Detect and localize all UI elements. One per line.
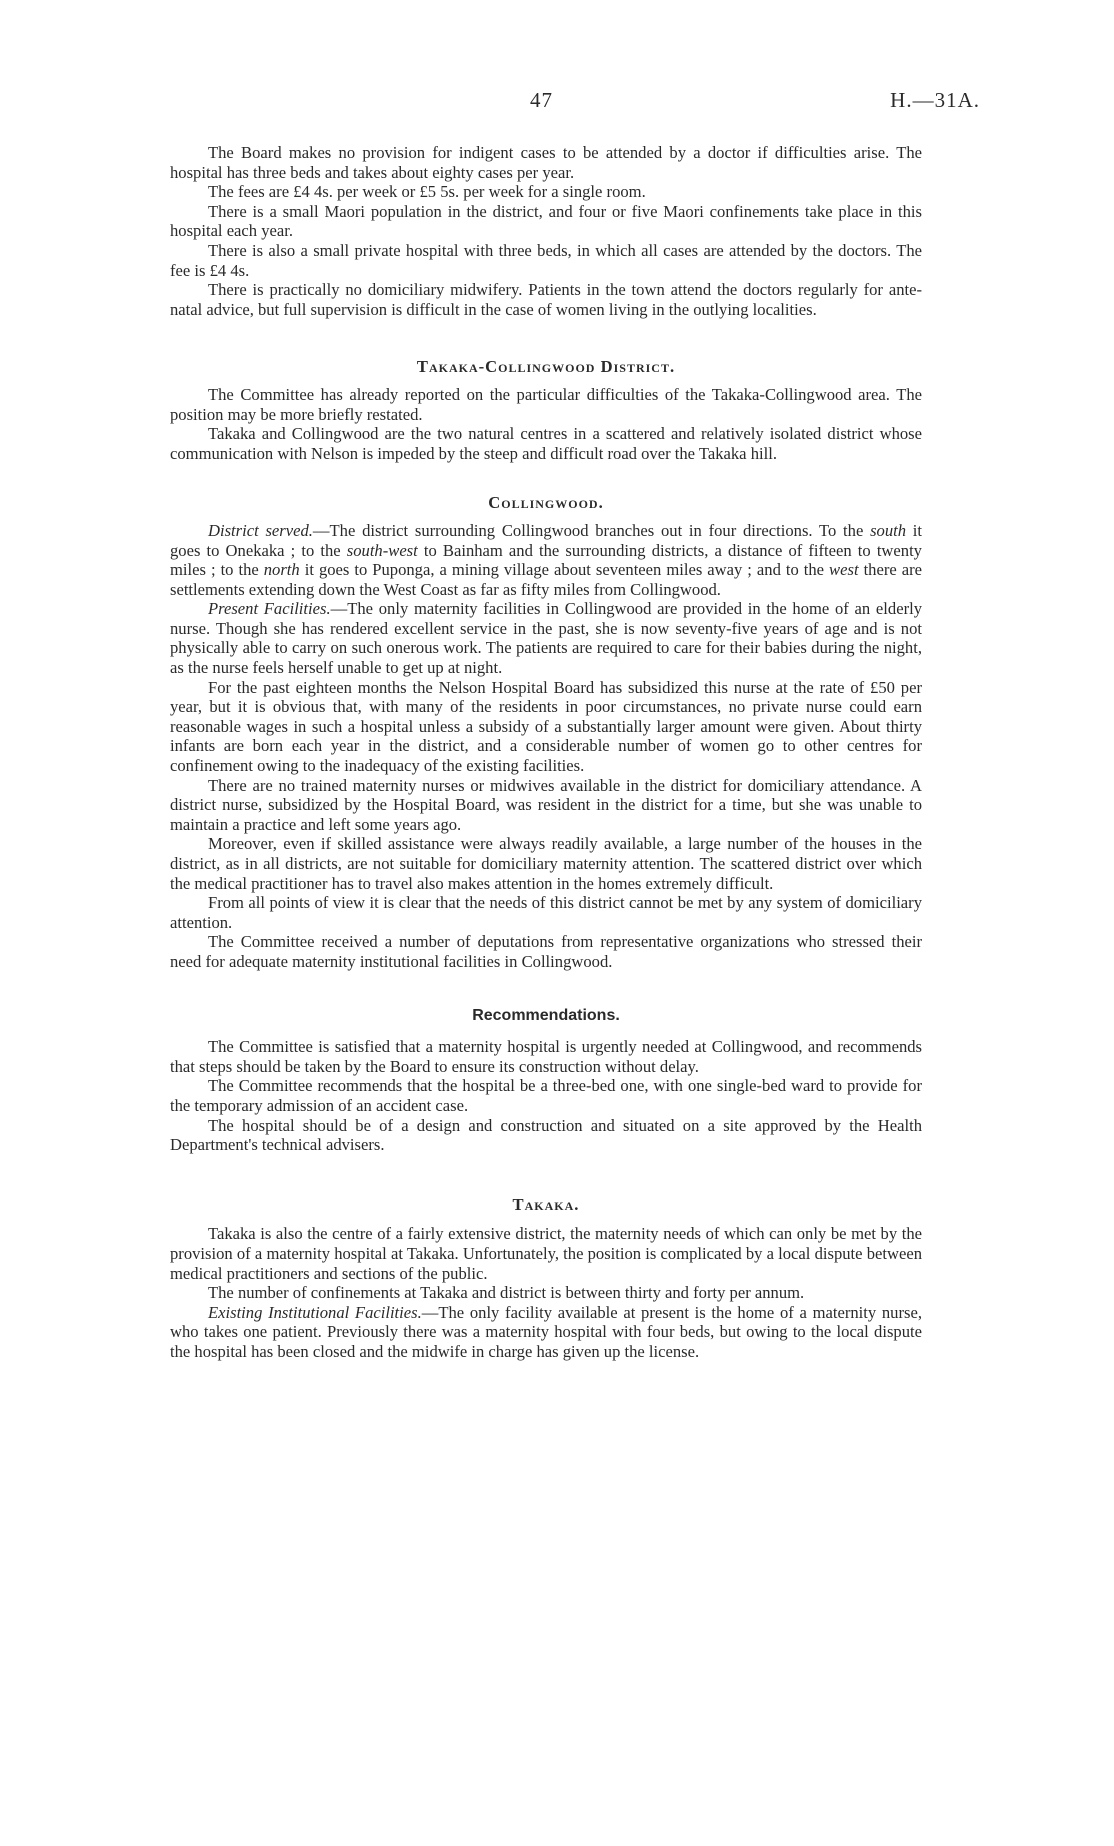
paragraph: From all points of view it is clear that the needs of this district cannot be met by any system of domiciliary attention. (170, 893, 922, 932)
paragraph-label: Existing Institutional Facilities. (208, 1302, 422, 1322)
collingwood-section (170, 493, 922, 971)
recommendations-section (170, 1006, 922, 1155)
takaka-collingwood-section (170, 357, 922, 463)
recommendations-heading: Recommendations. (472, 1006, 620, 1024)
paragraph: The Committee recommends that the hospital be a three-bed one, with one single-bed ward to provide for the temporary admission of an accident case. (170, 1076, 922, 1115)
paragraph: There is a small Maori population in the district, and four or five Maori confinements take place in this hospital each year. (170, 201, 922, 241)
district-served-paragraph: District served.—The district surrounding Collingwood branches out in four directions. To the south it goes to Onekaka ; to the south-west to Bainham and the surrounding districts, a distance of fifteen to twenty miles ; to the north it goes to Puponga, a mining village about seventeen miles away ; and to the west there are settlements extending down the West Coast as far as fifty miles from Collingwood. (170, 520, 923, 599)
existing-facilities-paragraph: Existing Institutional Facilities.—The only facility available at present is the home of a maternity nurse, who takes one patient. Previously there was a maternity hospital with four beds, but owing to the local dispute the hospital has been closed and the midwife in charge has given up the license. (170, 1302, 922, 1361)
page-number: 47 (530, 88, 553, 112)
takaka-section (170, 1195, 922, 1362)
paragraph: The Committee is satisfied that a maternity hospital is urgently needed at Collingwood, and recommends that steps should be taken by the Board to ensure its construction without delay. (170, 1037, 922, 1076)
section-heading: Takaka-Collingwood District. (416, 357, 676, 377)
paragraph: The number of confinements at Takaka and district is between thirty and forty per annum. (208, 1283, 805, 1303)
paragraph-label: District served. (208, 520, 313, 540)
paragraph: There is practically no domiciliary midwifery. Patients in the town attend the doctors regularly for ante-natal advice, but full supervision is difficult in the case of women living in the outlying localities. (170, 280, 922, 319)
paragraph: The Board makes no provision for indigent cases to be attended by a doctor if difficulties arise. The hospital has three beds and takes about eighty cases per year. (170, 143, 922, 182)
paragraph: The Committee received a number of deputations from representative organizations who stressed their need for adequate maternity institutional facilities in Collingwood. (170, 932, 922, 971)
subsection-heading: Takaka. (512, 1194, 580, 1214)
document-body (170, 143, 922, 1361)
paragraph: Takaka is also the centre of a fairly extensive district, the maternity needs of which can only be met by the provision of a maternity hospital at Takaka. Unfortunately, the position is complicated by a local dispute between medical practitioners and sections of the public. (170, 1224, 922, 1283)
paragraph: The fees are £4 4s. per week or £5 5s. per week for a single room. (208, 182, 646, 202)
paragraph: Takaka and Collingwood are the two natural centres in a scattered and relatively isolated district whose communication with Nelson is impeded by the steep and difficult road over the Takaka hill. (170, 424, 922, 463)
page-header (0, 88, 1114, 118)
paragraph: For the past eighteen months the Nelson Hospital Board has subsidized this nurse at the rate of £50 per year, but it is obvious that, with many of the residents in poor circumstances, no private nurse could earn reasonable wages in such a hospital unless a subsidy of a substantially larger amount were given. About thirty infants are born each year in the district, and a considerable number of women go to other centres for confinement owing to the inadequacy of the existing facilities. (170, 677, 922, 776)
document-reference: H.—31A. (890, 88, 980, 112)
subsection-heading: Collingwood. (488, 493, 604, 513)
paragraph: There are no trained maternity nurses or midwives available in the district for domiciliary attendance. A district nurse, subsidized by the Hospital Board, was resident in the district for a time, but she was unable to maintain a practice and left some years ago. (170, 775, 922, 834)
paragraph: There is also a small private hospital with three beds, in which all cases are attended by the doctors. The fee is £4 4s. (170, 240, 922, 280)
paragraph: The hospital should be of a design and construction and situated on a site approved by the Health Department's technical advisers. (170, 1115, 922, 1155)
paragraph: Moreover, even if skilled assistance were always readily available, a large number of the houses in the district, as in all districts, are not suitable for domiciliary maternity attention. The scattered district over which the medical practitioner has to travel also makes attention in the homes extremely difficult. (170, 834, 922, 893)
paragraph: The Committee has already reported on the particular difficulties of the Takaka-Collingwood area. The position may be more briefly restated. (170, 384, 922, 424)
present-facilities-paragraph: Present Facilities.—The only maternity facilities in Collingwood are provided in the home of an elderly nurse. Though she has rendered excellent service in the past, she is now seventy-five years of age and is not physically able to carry on such onerous work. The patients are required to care for their babies during the night, as the nurse feels herself unable to get up at night. (170, 599, 923, 678)
paragraph-label: Present Facilities. (208, 599, 331, 619)
intro-section (170, 143, 922, 319)
